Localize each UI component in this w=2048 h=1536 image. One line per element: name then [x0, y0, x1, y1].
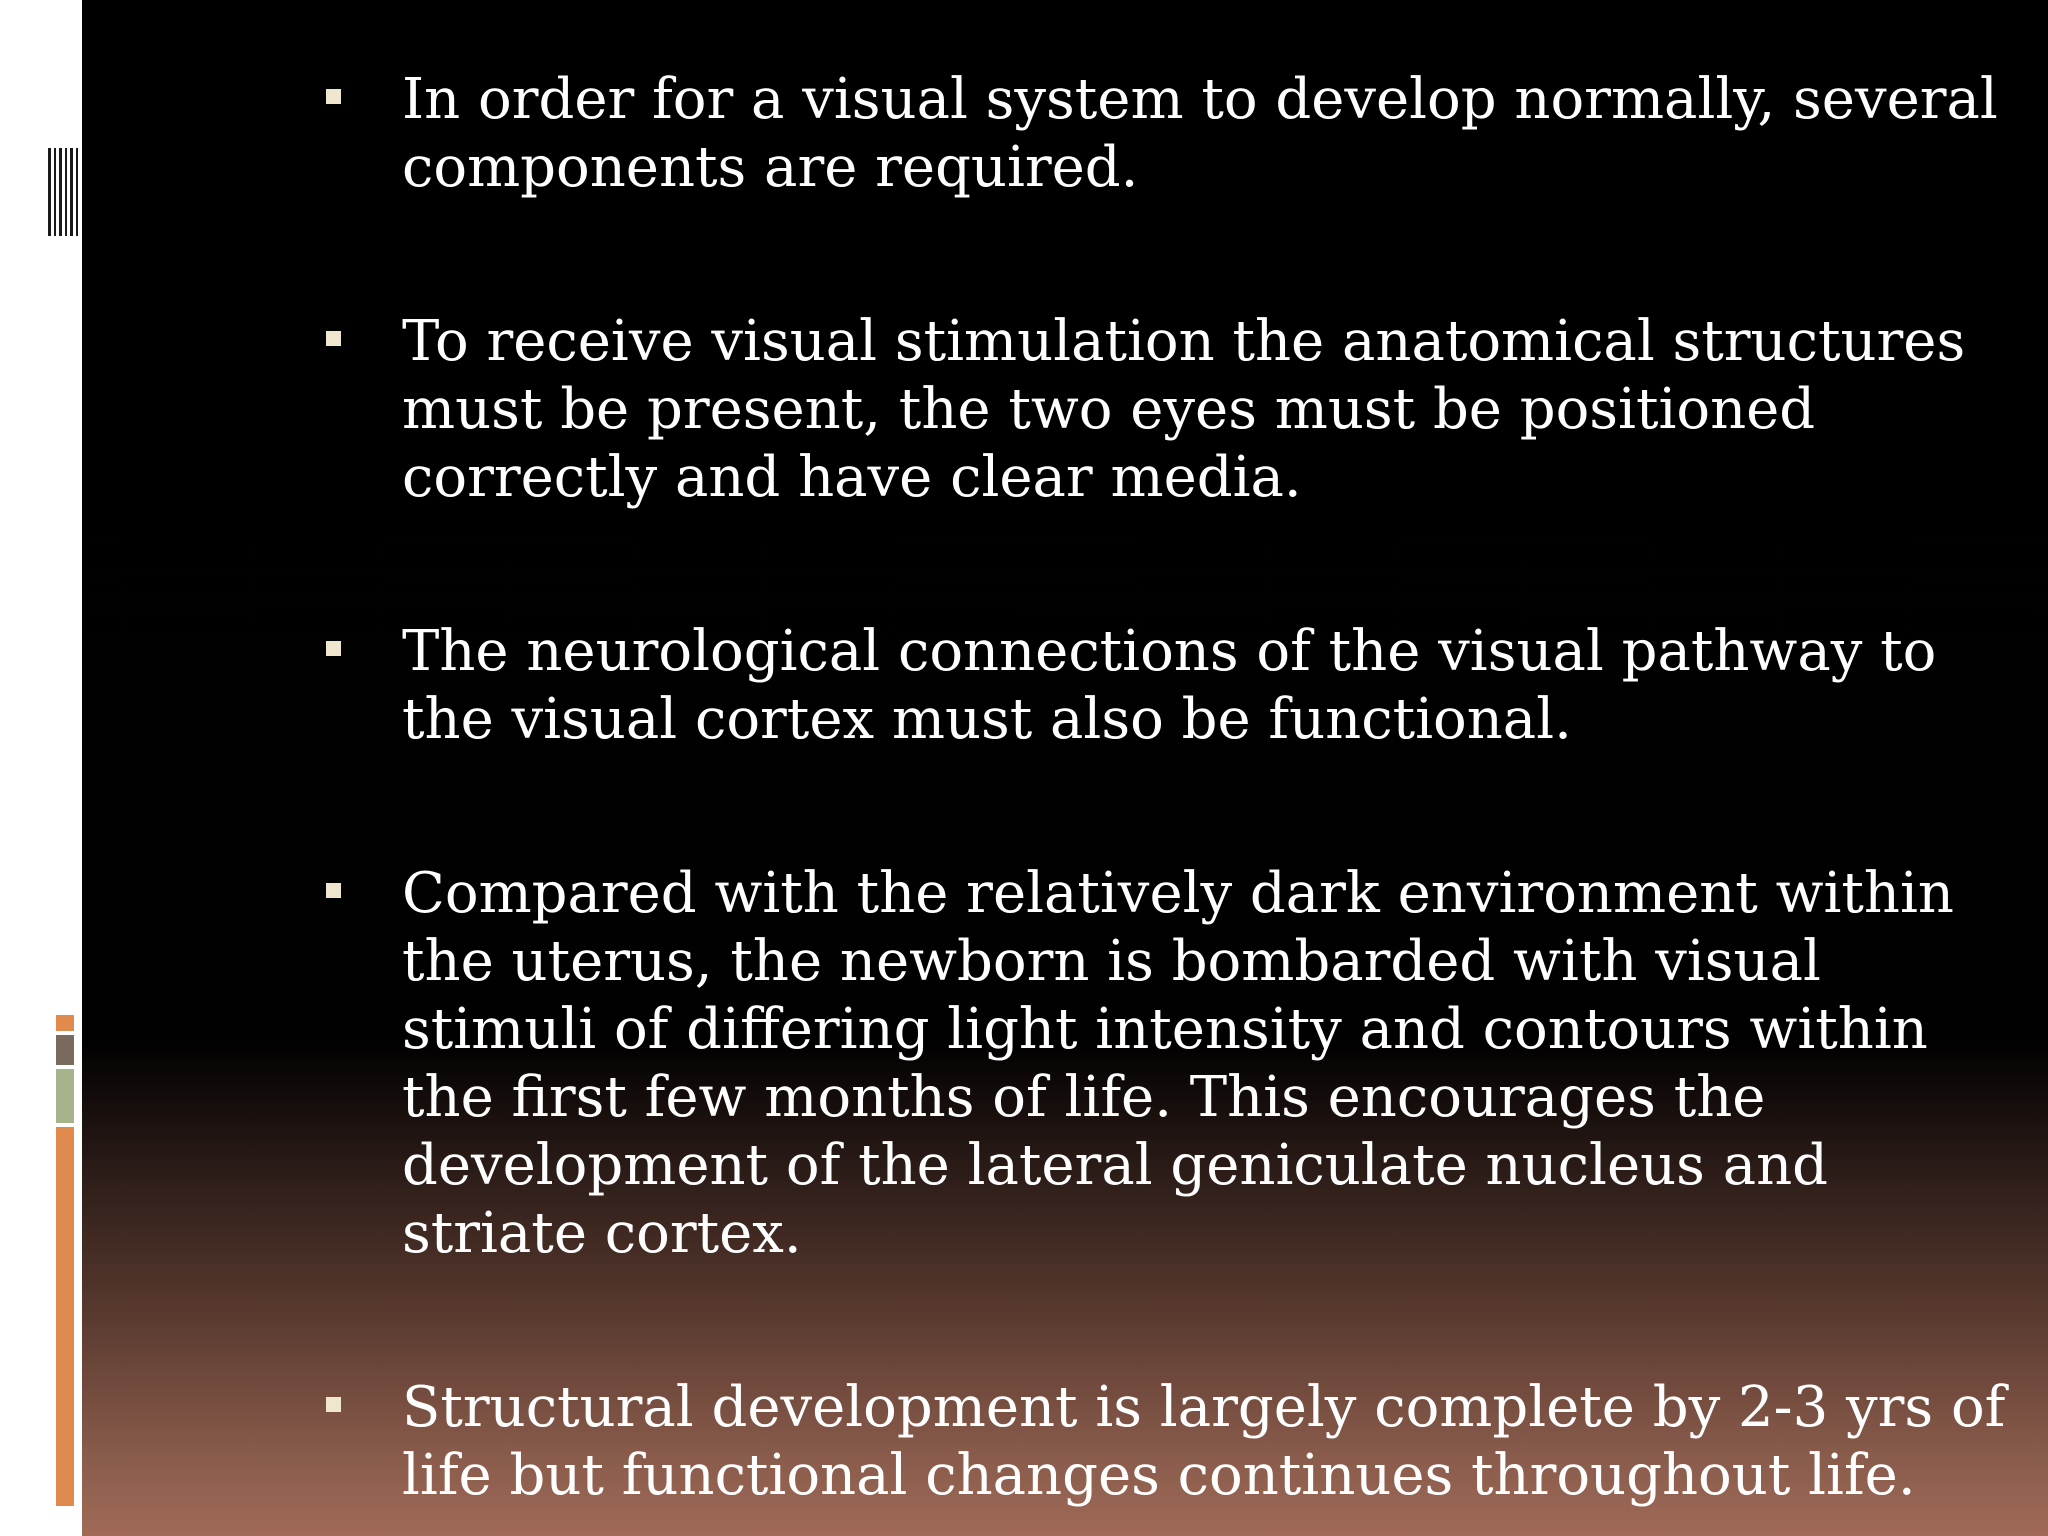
accent-bar-sage: [56, 1069, 74, 1123]
barcode-ornament: [48, 148, 80, 236]
accent-bar-orange-long: [56, 1127, 74, 1506]
left-decor-strip: [0, 0, 82, 1536]
square-bullet-icon: [326, 89, 341, 104]
square-bullet-icon: [326, 1397, 341, 1412]
bullet-text: Structural development is largely complete by 2-3 yrs of life but functional changes continues throughout life.: [402, 1375, 2006, 1508]
square-bullet-icon: [326, 641, 341, 656]
bullet-item: [318, 860, 2028, 1268]
accent-bars: [56, 1015, 74, 1510]
bullet-item: [318, 1374, 2028, 1510]
accent-bar-brown: [56, 1035, 74, 1065]
square-bullet-icon: [326, 883, 341, 898]
bullet-list: [318, 66, 2028, 1510]
bullet-item: [318, 618, 2028, 754]
slide-content: [82, 0, 2048, 1536]
bullet-text: The neurological connections of the visual pathway to the visual cortex must also be functional.: [402, 619, 1937, 752]
accent-bar-orange-top: [56, 1015, 74, 1031]
square-bullet-icon: [326, 331, 341, 346]
bullet-text: To receive visual stimulation the anatomical structures must be present, the two eyes must be positioned correctly and have clear media.: [402, 309, 1966, 510]
bullet-text: Compared with the relatively dark environment within the uterus, the newborn is bombarded with visual stimuli of differing light intensity and contours within the first few months of life. This encourages the development of the lateral geniculate nucleus and striate cortex.: [402, 861, 1954, 1266]
bullet-text: In order for a visual system to develop normally, several components are required.: [402, 67, 1998, 200]
bullet-item: [318, 308, 2028, 512]
bullet-item: [318, 66, 2028, 202]
